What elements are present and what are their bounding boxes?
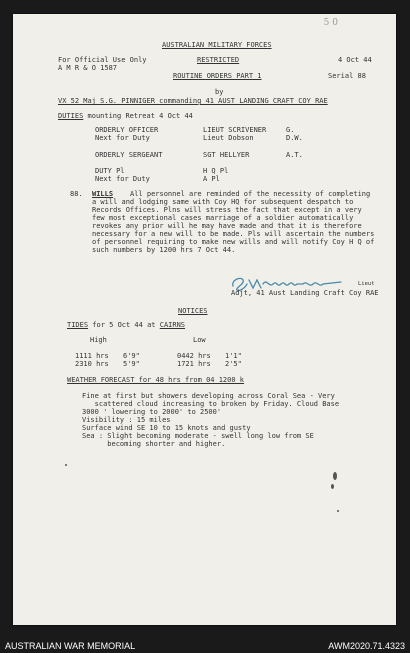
accession-number: AWM2020.71.4323 bbox=[328, 641, 405, 651]
tide-height: 5'9" bbox=[123, 360, 140, 368]
weather-heading: WEATHER FORECAST for 48 hrs from 04 1200 k bbox=[67, 376, 245, 384]
duty-role: ORDERLY OFFICER bbox=[95, 126, 159, 134]
duty-initials: D.W. bbox=[286, 134, 303, 142]
duty-role: DUTY Pl bbox=[95, 167, 125, 175]
reference: A M R & O 1587 bbox=[58, 64, 118, 72]
weather-line: 3000 ' lowering to 2000' to 2500' bbox=[82, 408, 222, 416]
order-date: 4 Oct 44 bbox=[338, 56, 372, 64]
classification: RESTRICTED bbox=[197, 56, 240, 64]
ink-mark bbox=[337, 510, 339, 512]
item-number: 88. bbox=[70, 190, 83, 198]
serial: Serial 88 bbox=[328, 72, 366, 80]
ink-mark bbox=[333, 472, 337, 480]
weather-line: becoming shorter and higher. bbox=[82, 440, 226, 448]
notices-heading: NOTICES bbox=[178, 307, 208, 315]
ink-mark bbox=[65, 464, 67, 466]
duty-role: Next for Duty bbox=[95, 175, 150, 183]
weather-line: Surface wind SE 10 to 15 knots and gusty bbox=[82, 424, 251, 432]
signatory-title: Adjt, 41 Aust Landing Craft Coy RAE bbox=[231, 289, 379, 297]
tide-height: 2'5" bbox=[225, 360, 242, 368]
signatory-rank: Lieut bbox=[358, 281, 375, 287]
tide-height: 1'1" bbox=[225, 352, 242, 360]
duty-person: SGT HELLYER bbox=[203, 151, 250, 159]
tide-height: 6'9" bbox=[123, 352, 140, 360]
weather-line: scattered cloud increasing to broken by Friday. Cloud Base bbox=[82, 400, 340, 408]
archive-name: AUSTRALIAN WAR MEMORIAL bbox=[5, 641, 136, 651]
duty-role: Next for Duty bbox=[95, 134, 150, 142]
official-use-line: For Official Use Only bbox=[58, 56, 147, 64]
duty-person: A Pl bbox=[203, 175, 220, 183]
tide-time: 1721 hrs bbox=[177, 360, 211, 368]
duty-person: H Q Pl bbox=[203, 167, 229, 175]
duty-initials: A.T. bbox=[286, 151, 303, 159]
tide-time: 0442 hrs bbox=[177, 352, 211, 360]
doc-title: AUSTRALIAN MILITARY FORCES bbox=[162, 41, 272, 49]
commander-line: VX 52 Maj S.G. PINNIGER commanding 41 AUST LANDING CRAFT COY RAE bbox=[58, 97, 328, 105]
weather-line: Visibility : 15 miles bbox=[82, 416, 171, 424]
pencil-note: 5 0 bbox=[323, 18, 338, 28]
duty-role: ORDERLY SERGEANT bbox=[95, 151, 163, 159]
tide-time: 1111 hrs bbox=[75, 352, 109, 360]
by-label: by bbox=[215, 88, 224, 96]
low-label: Low bbox=[193, 336, 206, 344]
tide-time: 2310 hrs bbox=[75, 360, 109, 368]
ink-mark bbox=[331, 484, 334, 489]
weather-line: Fine at first but showers developing across Coral Sea - Very bbox=[82, 392, 335, 400]
duty-initials: G. bbox=[286, 126, 295, 134]
wills-heading: WILLS bbox=[92, 190, 114, 198]
duties-heading: DUTIES mounting Retreat 4 Oct 44 bbox=[58, 112, 193, 120]
duty-person: LIEUT SCRIVENER bbox=[203, 126, 267, 134]
high-label: High bbox=[90, 336, 107, 344]
duty-person: Lieut Dobson bbox=[203, 134, 254, 142]
weather-line: Sea : Slight becoming moderate - swell long low from SE bbox=[82, 432, 314, 440]
document-page bbox=[13, 14, 396, 625]
orders-title: ROUTINE ORDERS PART 1 bbox=[173, 72, 262, 80]
archive-footer bbox=[0, 638, 410, 653]
tides-heading: TIDES for 5 Oct 44 at CAIRNS bbox=[67, 321, 186, 329]
wills-paragraph: All personnel are reminded of the necessity of completing a will and lodging same with Coy HQ for subsequent despatch to Records Offices. Plns will stress the fact that except in a very few most exceptional cases marriage of a soldier automatically revokes any prior will he may have made and that it is therefore necessary for a new will to be made. Pls will ascertain the numbers of personnel requiring to make new wills and will notify Coy H Q of such numbers by 1200 hrs 7 Oct 44. bbox=[92, 190, 375, 254]
